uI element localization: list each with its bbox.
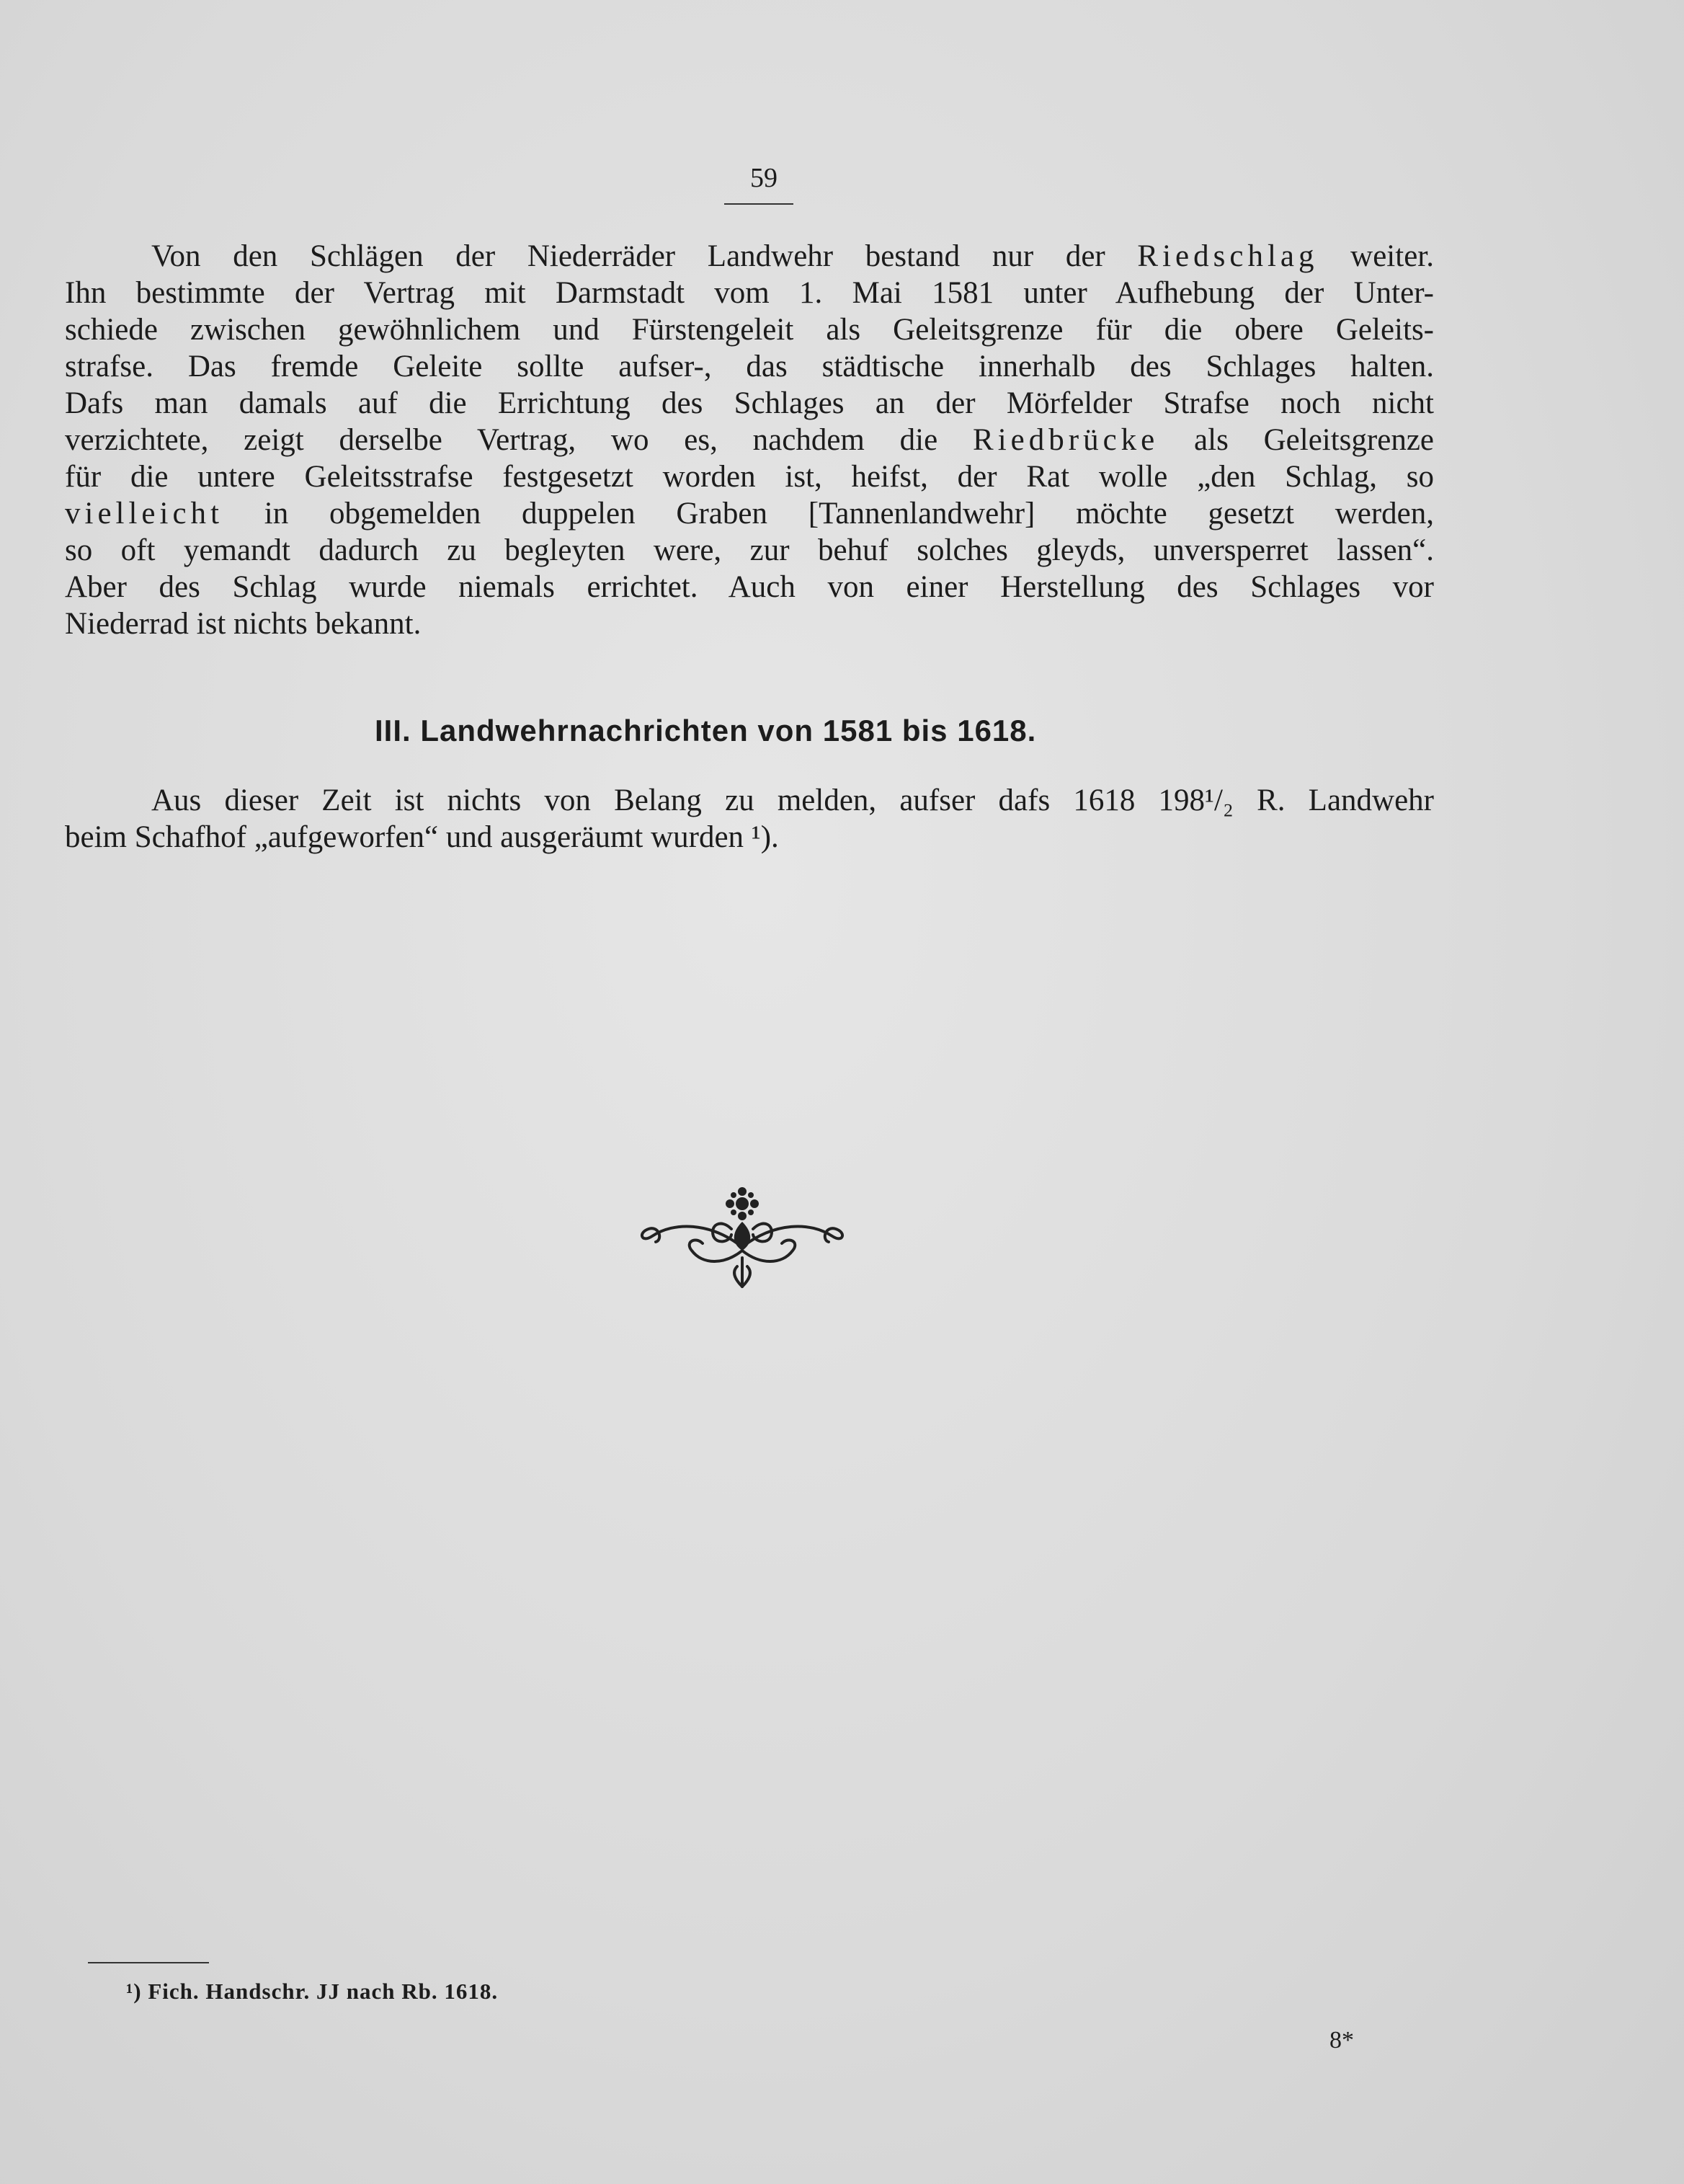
paragraph-line: für die untere Geleitsstrafse festgesetzt worden ist, heifst, der Rat wolle „den Schlag, so <box>65 460 1434 494</box>
paragraph-line: Von den Schlägen der Niederräder Landwehr bestand nur der Riedschlag weiter. <box>151 239 1434 273</box>
signature-mark: 8* <box>1329 2027 1354 2054</box>
paragraph-line: strafse. Das fremde Geleite sollte aufser-, das städtische innerhalb des Schlages halten. <box>65 350 1434 383</box>
paragraph-line: vielleicht in obgemelden duppelen Graben [Tannenlandwehr] möchte gesetzt werden, <box>65 497 1434 531</box>
paragraph-line: Ihn bestimmte der Vertrag mit Darmstadt vom 1. Mai 1581 unter Aufhebung der Unter- <box>65 276 1434 310</box>
paragraph-line: verzichtete, zeigt derselbe Vertrag, wo es, nachdem die Riedbrücke als Geleitsgrenze <box>65 423 1434 457</box>
paragraph-line: Aber des Schlag wurde niemals errichtet. Auch von einer Herstellung des Schlages vor <box>65 570 1434 604</box>
paragraph-line: Niederrad ist nichts bekannt. <box>65 607 422 641</box>
section-heading: III. Landwehrnachrichten von 1581 bis 1618. <box>375 714 1037 747</box>
page-number-rule <box>724 203 793 205</box>
footnote-rule <box>88 1962 209 1963</box>
paragraph-line: so oft yemandt dadurch zu begleyten were, zur behuf solches gleyds, unversperret lassen“. <box>65 533 1434 567</box>
paragraph-line: Dafs man damals auf die Errichtung des Schlages an der Mörfelder Strafse noch nicht <box>65 386 1434 420</box>
page-number: 59 <box>750 163 778 193</box>
footnote: ¹) Fich. Handschr. JJ nach Rb. 1618. <box>126 1979 499 2004</box>
paragraph-line: schiede zwischen gewöhnlichem und Fürstengeleit als Geleitsgrenze für die obere Geleits- <box>65 313 1434 347</box>
paragraph-line: Aus dieser Zeit ist nichts von Belang zu melden, aufser dafs 1618 198¹/₂ R. Landwehr <box>151 784 1434 817</box>
floral-ornament-icon <box>623 1178 861 1294</box>
paragraph-line: beim Schafhof „aufgeworfen“ und ausgeräumt wurden ¹). <box>65 820 779 854</box>
